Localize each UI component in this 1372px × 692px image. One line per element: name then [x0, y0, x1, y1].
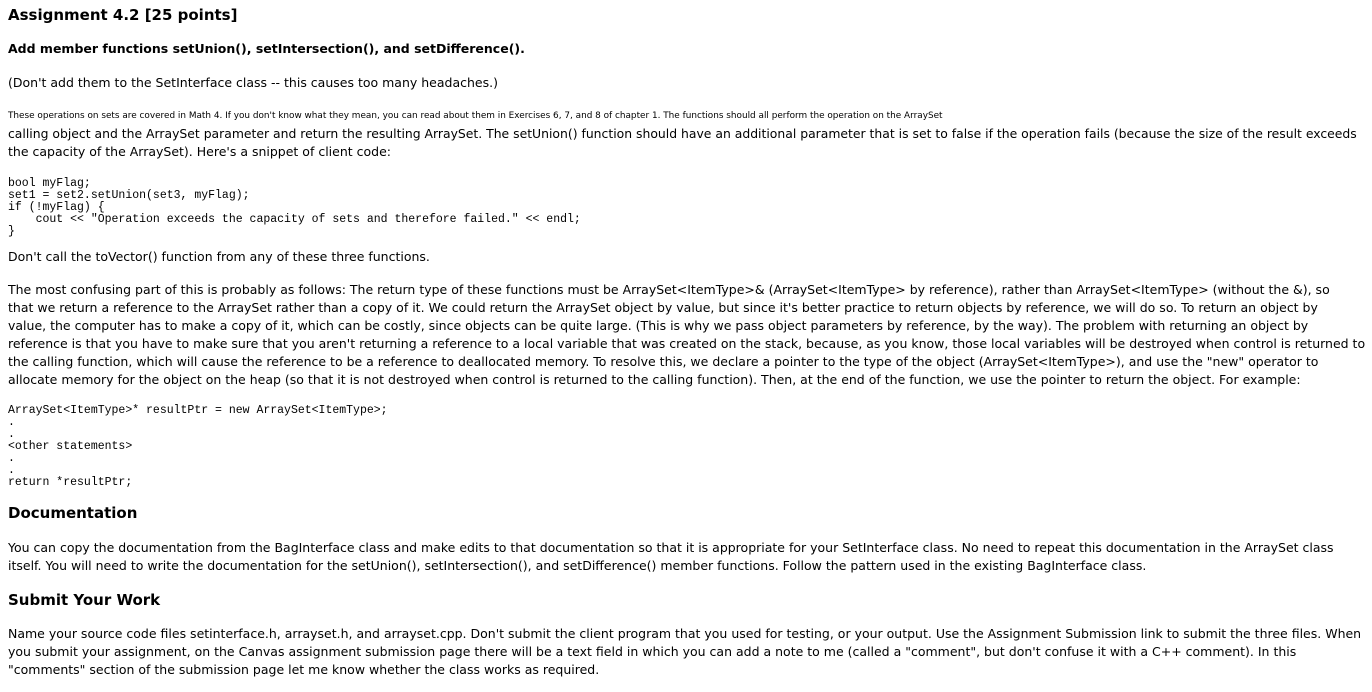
submit-heading: Submit Your Work	[8, 591, 161, 609]
confusing-line: value, the computer has to make a copy of it, which can be costly, since objects can be quite large. (This is why we pass object parameters by reference, by the way). The problem with returning an object by	[8, 318, 1309, 333]
assignment-title: Assignment 4.2 [25 points]	[8, 6, 238, 24]
tovector-line: Don't call the toVector() function from any of these three functions.	[8, 249, 430, 264]
client-code-snippet	[8, 178, 581, 238]
code-line: return *resultPtr;	[8, 476, 133, 489]
code-line: .	[8, 452, 15, 465]
assignment-subtitle: Add member functions setUnion(), setIntersection(), and setDifference().	[8, 41, 525, 56]
confusing-part-paragraph	[8, 281, 1365, 389]
confusing-line: reference is that you have to make sure that you aren't returning a reference to a local variable that was created on the stack, because, as you know, those local variables will be destroyed when control is returned to	[8, 336, 1366, 351]
code-line: if (!myFlag) {	[8, 201, 105, 214]
code-line: ArraySet<ItemType>* resultPtr = new ArraySet<ItemType>;	[8, 404, 388, 417]
confusing-line: allocate memory for the object on the heap (so that it is not destroyed when control is returned to the calling function). Then, at the end of the function, we use the pointer to return the object. For example:	[8, 372, 1301, 387]
code-line: .	[8, 416, 15, 429]
setinterface-note	[8, 74, 498, 92]
code-line: set1 = set2.setUnion(set3, myFlag);	[8, 189, 250, 202]
intro-line: the capacity of the ArraySet). Here's a snippet of client code:	[8, 144, 391, 159]
documentation-heading: Documentation	[8, 504, 138, 522]
example-code-snippet	[8, 405, 388, 489]
confusing-line: that we return a reference to the ArraySet rather than a copy of it. We could return the ArraySet object by value, but since it's better practice to return objects by reference, we will do so. To return an object by	[8, 300, 1318, 315]
confusing-line: The most confusing part of this is probably as follows: The return type of these functions must be ArraySet<ItemType>& (ArraySet<ItemType> by reference), rather than ArraySet<ItemType> (without the &), so	[8, 282, 1330, 297]
code-line: <other statements>	[8, 440, 133, 453]
intro-paragraph	[8, 107, 1357, 161]
submit-line: Name your source code files setinterface.h, arrayset.h, and arrayset.cpp. Don't submit the client program that you used for testing, or your output. Use the Assignment Submission link to submit the three files. When	[8, 626, 1362, 641]
intro-line: calling object and the ArraySet parameter and return the resulting ArraySet. The setUnion() function should have an additional parameter that is set to false if the operation fails (because the size of the result exceeds	[8, 126, 1357, 141]
tovector-note	[8, 248, 430, 266]
documentation-paragraph	[8, 539, 1334, 575]
code-line: }	[8, 225, 15, 238]
code-line: bool myFlag;	[8, 177, 91, 190]
submit-paragraph	[8, 625, 1361, 679]
documentation-line: You can copy the documentation from the BagInterface class and make edits to that documentation so that it is appropriate for your SetInterface class. No need to repeat this documentation in the ArraySet class	[8, 540, 1334, 555]
intro-line: These operations on sets are covered in Math 4. If you don't know what they mean, you can read about them in Exercises 6, 7, and 8 of chapter 1. The functions should all perform the operation on the ArraySet	[8, 111, 943, 121]
code-line: cout << "Operation exceeds the capacity of sets and therefore failed." << endl;	[8, 213, 581, 226]
note-line: (Don't add them to the SetInterface class -- this causes too many headaches.)	[8, 75, 498, 90]
confusing-line: the calling function, which will cause the reference to be a reference to deallocated memory. To resolve this, we declare a pointer to the type of the object (ArraySet<ItemType>), and use the "new" operator to	[8, 354, 1319, 369]
code-line: .	[8, 464, 15, 477]
submit-line: you submit your assignment, on the Canvas assignment submission page there will be a text field in which you can add a note to me (called a "comment", but don't confuse it with a C++ comment). In this	[8, 644, 1297, 659]
code-line: .	[8, 428, 15, 441]
submit-line: "comments" section of the submission page let me know whether the class works as required.	[8, 662, 600, 677]
documentation-line: itself. You will need to write the documentation for the setUnion(), setIntersection(), and setDifference() member functions. Follow the pattern used in the existing BagInterface class.	[8, 558, 1147, 573]
